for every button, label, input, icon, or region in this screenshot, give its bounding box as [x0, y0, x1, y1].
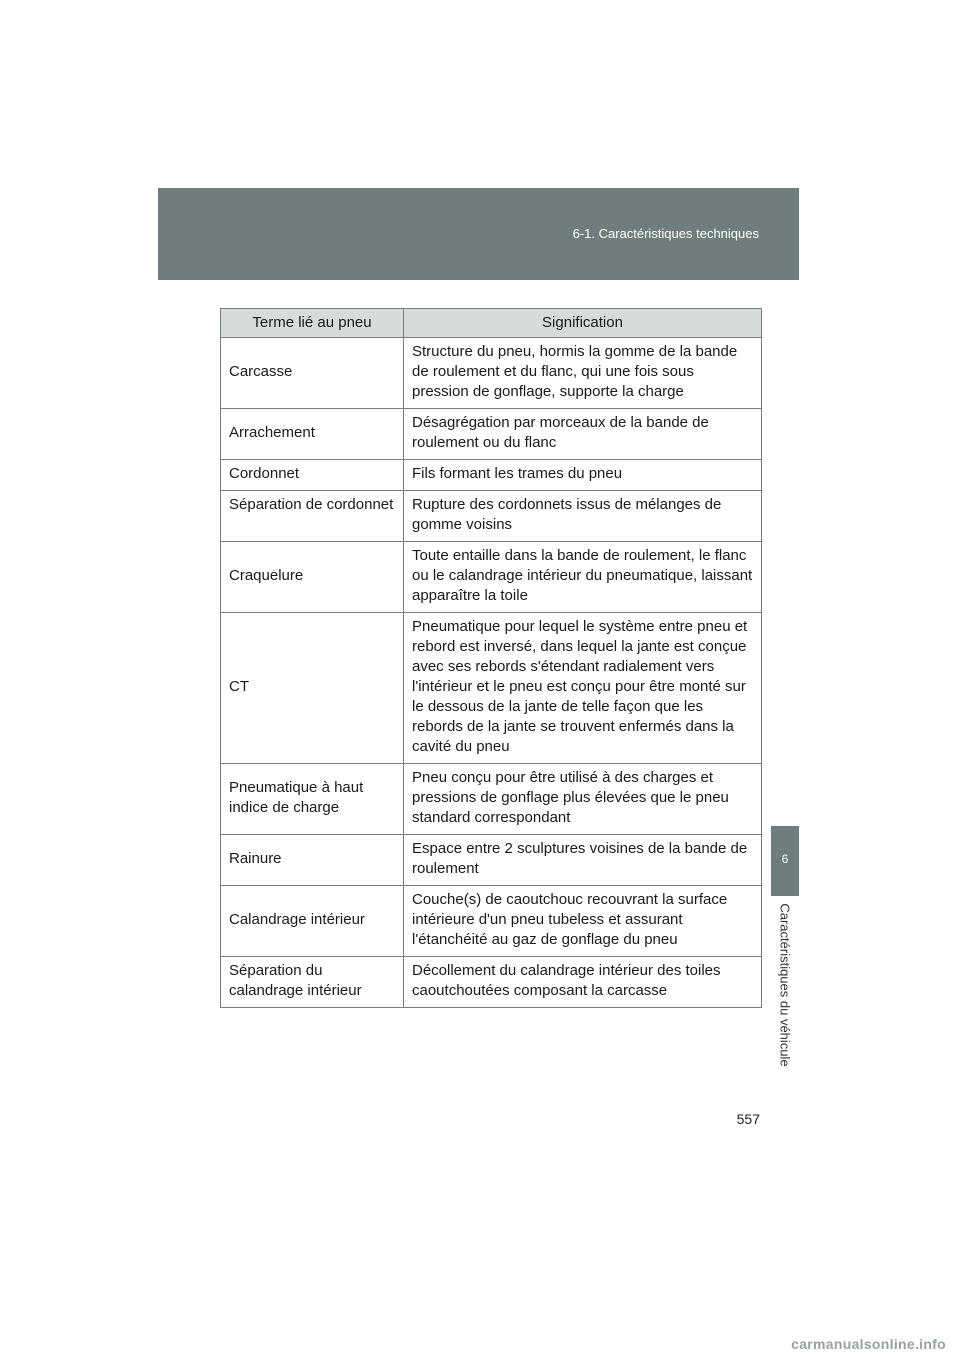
- watermark: carmanualsonline.info: [791, 1336, 946, 1352]
- term-cell: Séparation de cordonnet: [221, 491, 404, 542]
- chapter-label: Caractéristiques du véhicule: [777, 903, 793, 1067]
- table-row: [221, 460, 762, 491]
- meaning-cell: Pneumatique pour lequel le système entre pneu et rebord est inversé, dans lequel la jante est conçue avec ses rebords s'étendant radialement vers l'intérieur et le pneu est conçu pour être monté sur le dessous de la jante de telle façon que les rebords de la jante se trouvent enfermés dans la cavité du pneu: [404, 613, 762, 764]
- meaning-cell: Décollement du calandrage intérieur des toiles caoutchoutées composant la carcasse: [404, 957, 762, 1008]
- table-row: [221, 957, 762, 1008]
- tire-terms-table: [220, 308, 762, 1008]
- column-header-meaning: Signification: [404, 309, 762, 338]
- meaning-cell: Rupture des cordonnets issus de mélanges de gomme voisins: [404, 491, 762, 542]
- term-cell: Carcasse: [221, 338, 404, 409]
- table-row: [221, 886, 762, 957]
- table-row: [221, 764, 762, 835]
- meaning-cell: Désagrégation par morceaux de la bande de roulement ou du flanc: [404, 409, 762, 460]
- section-title: 6-1. Caractéristiques techniques: [572, 226, 759, 241]
- meaning-cell: Structure du pneu, hormis la gomme de la bande de roulement et du flanc, qui une fois sous pression de gonflage, supporte la charge: [404, 338, 762, 409]
- meaning-cell: Pneu conçu pour être utilisé à des charges et pressions de gonflage plus élevées que le pneu standard correspondant: [404, 764, 762, 835]
- term-cell: Séparation du calandrage intérieur: [221, 957, 404, 1008]
- page-number: 557: [736, 1111, 760, 1127]
- meaning-cell: Toute entaille dans la bande de roulement, le flanc ou le calandrage intérieur du pneumatique, laissant apparaître la toile: [404, 542, 762, 613]
- term-cell: Calandrage intérieur: [221, 886, 404, 957]
- chapter-number: 6: [781, 852, 789, 866]
- table-row: [221, 613, 762, 764]
- term-cell: Rainure: [221, 835, 404, 886]
- term-cell: CT: [221, 613, 404, 764]
- table-header-row: [221, 309, 762, 338]
- column-header-term: Terme lié au pneu: [221, 309, 404, 338]
- table-row: [221, 835, 762, 886]
- meaning-cell: Espace entre 2 sculptures voisines de la bande de roulement: [404, 835, 762, 886]
- meaning-cell: Couche(s) de caoutchouc recouvrant la surface intérieure d'un pneu tubeless et assurant l'étanchéité au gaz de gonflage du pneu: [404, 886, 762, 957]
- chapter-tab: [771, 826, 799, 896]
- term-cell: Craquelure: [221, 542, 404, 613]
- table-row: [221, 491, 762, 542]
- term-cell: Cordonnet: [221, 460, 404, 491]
- table-row: [221, 409, 762, 460]
- term-cell: Arrachement: [221, 409, 404, 460]
- table-row: [221, 542, 762, 613]
- section-header-band: [158, 188, 799, 280]
- table-row: [221, 338, 762, 409]
- term-cell: Pneumatique à haut indice de charge: [221, 764, 404, 835]
- meaning-cell: Fils formant les trames du pneu: [404, 460, 762, 491]
